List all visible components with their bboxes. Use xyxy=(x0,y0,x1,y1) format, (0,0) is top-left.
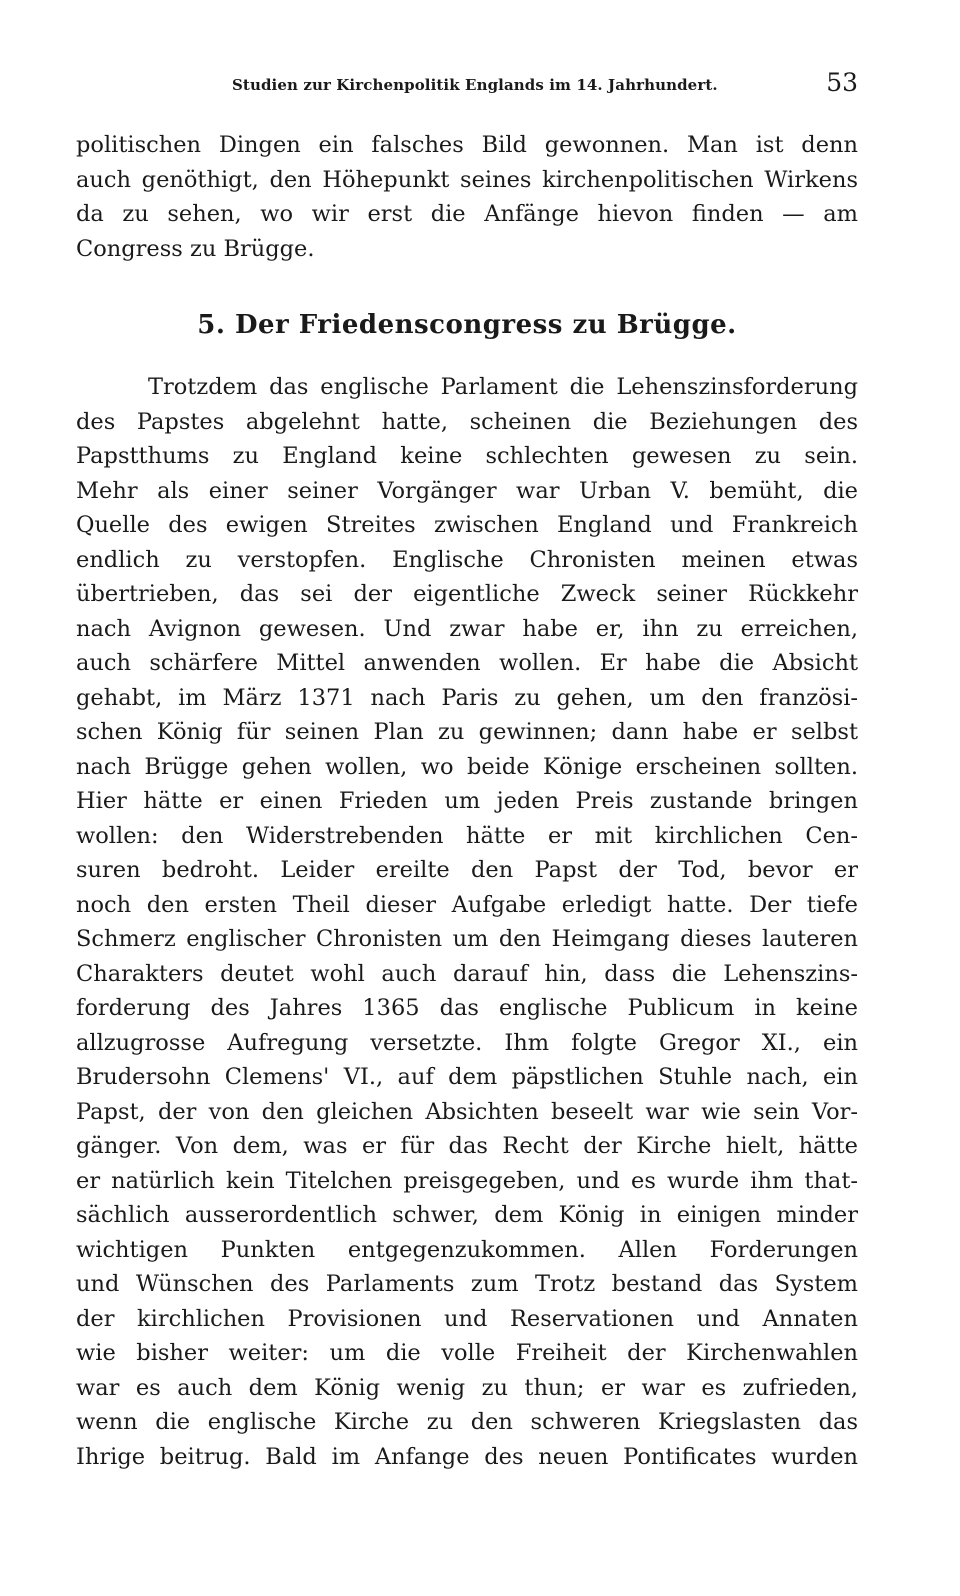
continuation-paragraph xyxy=(76,128,858,266)
text-line: wie bisher weiter: um die volle Freiheit der Kirchenwahlen xyxy=(76,1340,858,1366)
text-line: nach Brügge gehen wollen, wo beide Könige erscheinen sollten. xyxy=(76,753,858,780)
page-header xyxy=(76,68,858,102)
text-line: wenn die englische Kirche zu den schweren Kriegslasten das xyxy=(76,1409,858,1435)
text-line: Papstthums zu England keine schlechten gewesen zu sein. xyxy=(76,443,858,469)
text-line: suren bedroht. Leider ereilte den Papst der Tod, bevor er xyxy=(76,857,858,883)
text-line: Trotzdem das englische Parlament die Lehenszinsforderung xyxy=(148,374,858,400)
text-line: Congress zu Brügge. xyxy=(76,235,315,262)
text-line: sächlich ausserordentlich schwer, dem König in einigen minder xyxy=(76,1202,858,1228)
text-line: Brudersohn Clemens' VI., auf dem päpstlichen Stuhle nach, ein xyxy=(76,1064,858,1090)
text-line: auch genöthigt, den Höhepunkt seines kirchenpolitischen Wirkens xyxy=(76,166,858,193)
section-paragraph xyxy=(76,370,858,1474)
text-line: und Wünschen des Parlaments zum Trotz bestand das System xyxy=(76,1271,858,1297)
running-head: Studien zur Kirchenpolitik Englands im 14. Jahrhundert. xyxy=(232,76,718,94)
text-line: Charakters deutet wohl auch darauf hin, dass die Lehenszins- xyxy=(76,960,858,987)
text-line: wollen: den Widerstrebenden hätte er mit kirchlichen Cen- xyxy=(76,822,858,849)
text-line: Schmerz englischer Chronisten um den Heimgang dieses lauteren xyxy=(76,926,858,952)
text-line: Mehr als einer seiner Vorgänger war Urban V. bemüht, die xyxy=(76,477,858,504)
text-line: forderung des Jahres 1365 das englische Publicum in keine xyxy=(76,995,858,1021)
text-line: des Papstes abgelehnt hatte, scheinen die Beziehungen des xyxy=(76,408,858,435)
section-heading: 5. Der Friedenscongress zu Brügge. xyxy=(197,310,737,340)
text-line: noch den ersten Theil dieser Aufgabe erledigt hatte. Der tiefe xyxy=(76,891,858,918)
text-line: der kirchlichen Provisionen und Reservationen und Annaten xyxy=(76,1305,858,1332)
text-line: gehabt, im März 1371 nach Paris zu gehen, um den französi- xyxy=(76,684,858,711)
text-line: Quelle des ewigen Streites zwischen England und Frankreich xyxy=(76,512,858,538)
text-line: gänger. Von dem, was er für das Recht der Kirche hielt, hätte xyxy=(76,1133,858,1159)
text-line: nach Avignon gewesen. Und zwar habe er, ihn zu erreichen, xyxy=(76,615,858,642)
text-line: Ihrige beitrug. Bald im Anfange des neuen Pontificates wurden xyxy=(76,1443,858,1470)
text-line: übertrieben, das sei der eigentliche Zweck seiner Rückkehr xyxy=(76,581,858,607)
text-line: allzugrosse Aufregung versetzte. Ihm folgte Gregor XI., ein xyxy=(76,1029,858,1056)
text-line: war es auch dem König wenig zu thun; er war es zufrieden, xyxy=(76,1374,858,1401)
text-line: politischen Dingen ein falsches Bild gewonnen. Man ist denn xyxy=(76,132,858,158)
text-line: da zu sehen, wo wir erst die Anfänge hievon finden — am xyxy=(76,201,858,227)
text-line: endlich zu verstopfen. Englische Chronisten meinen etwas xyxy=(76,546,858,573)
text-line: schen König für seinen Plan zu gewinnen; dann habe er selbst xyxy=(76,719,858,745)
text-line: Papst, der von den gleichen Absichten beseelt war wie sein Vor- xyxy=(76,1098,858,1125)
page-number: 53 xyxy=(826,68,858,97)
text-line: wichtigen Punkten entgegenzukommen. Allen Forderungen xyxy=(76,1236,858,1263)
text-line: Hier hätte er einen Frieden um jeden Preis zustande bringen xyxy=(76,788,858,814)
text-line: er natürlich kein Titelchen preisgegeben, und es wurde ihm that- xyxy=(76,1167,858,1194)
text-line: auch schärfere Mittel anwenden wollen. Er habe die Absicht xyxy=(76,650,858,676)
